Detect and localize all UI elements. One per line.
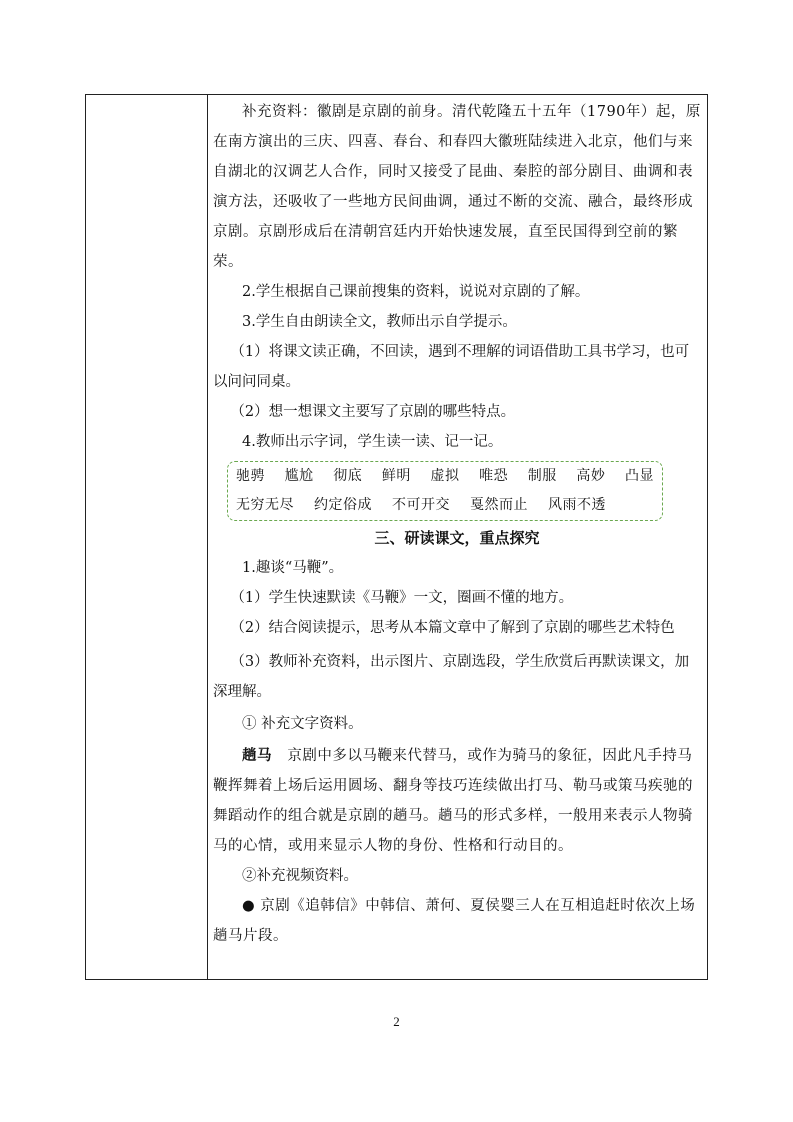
video-supplement-label: ②补充视频资料。: [242, 868, 358, 884]
vocabulary-box: [227, 461, 663, 521]
lesson-content-cell: [213, 95, 701, 979]
vocab-word: 唯恐: [479, 468, 509, 484]
vocab-word: 不可开交: [392, 497, 450, 513]
vocab-word: 风雨不透: [548, 497, 606, 513]
vocab-word: 无穷无尽: [236, 497, 294, 513]
tangma-term: 趟马: [242, 747, 272, 764]
vocab-word: 凸显: [625, 468, 654, 484]
step-3-sub-2: （2）想一想课文主要写了京剧的哪些特点。: [230, 404, 516, 420]
step-2: 2.学生根据自己课前搜集的资料，说说对京剧的了解。: [242, 284, 590, 300]
vocab-word: 制服: [527, 468, 557, 484]
vocab-word: 虚拟: [430, 468, 460, 484]
step-3-sub-1: （1）将课文读正确，不回读，遇到不理解的词语借助工具书学习，也可以问问同桌。: [213, 344, 690, 390]
vocab-word: 戛然而止: [470, 497, 528, 513]
vocab-word: 驰骋: [236, 468, 265, 484]
section-item-1: 1.趣谈“马鞭”。: [242, 560, 344, 576]
text-supplement-label: ① 补充文字资料。: [242, 716, 363, 732]
vocabulary-row-2: [236, 491, 654, 520]
video-item: ● 京剧《追韩信》中韩信、萧何、夏侯婴三人在互相追赶时依次上场趟马片段。: [213, 898, 696, 944]
vocab-word: 彻底: [333, 468, 363, 484]
tangma-paragraph: [213, 741, 701, 861]
vocabulary-row-1: [236, 462, 654, 491]
lesson-table: [85, 94, 708, 980]
section-heading: 三、研读课文，重点探究: [374, 529, 540, 547]
supplement-paragraph: 补充资料：徽剧是京剧的前身。清代乾隆五十五年（1790年）起，原在南方演出的三庆、四喜、春台、和春四大徽班陆续进入北京，他们与来自湖北的汉调艺人合作，同时又接受了昆曲、秦腔的部分剧目、曲调和表演方法，还吸收了一些地方民间曲调，通过不断的交流、融合，最终形成京剧。京剧形成后在清朝宫廷内开始快速发展，直至民国得到空前的繁荣。: [213, 104, 701, 270]
vocab-word: 约定俗成: [314, 497, 372, 513]
step-3: 3.学生自由朗读全文，教师出示自学提示。: [242, 314, 517, 330]
vocab-word: 鲜明: [381, 468, 411, 484]
item-1-sub-2: （2）结合阅读提示，思考从本篇文章中了解到了京剧的哪些艺术特色: [230, 620, 675, 636]
vocab-word: 尴尬: [284, 468, 314, 484]
tangma-description: 京剧中多以马鞭来代替马，或作为骑马的象征，因此凡手持马鞭挥舞着上场后运用圆场、翻身等技巧连续做出打马、勒马或策马疾驰的舞蹈动作的组合就是京剧的趟马。趟马的形式多样，一般用来表示人物骑马的心情，或用来显示人物的身份、性格和行动目的。: [213, 748, 693, 854]
item-1-sub-3: （3）教师补充资料，出示图片、京剧选段，学生欣赏后再默读课文，加深理解。: [213, 654, 690, 700]
column-divider: [207, 95, 208, 979]
step-4: 4.教师出示字词，学生读一读、记一记。: [242, 434, 503, 450]
page-number: 2: [393, 1014, 400, 1029]
item-1-sub-1: （1）学生快速默读《马鞭》一文，圈画不懂的地方。: [230, 590, 574, 606]
vocab-word: 高妙: [576, 468, 606, 484]
